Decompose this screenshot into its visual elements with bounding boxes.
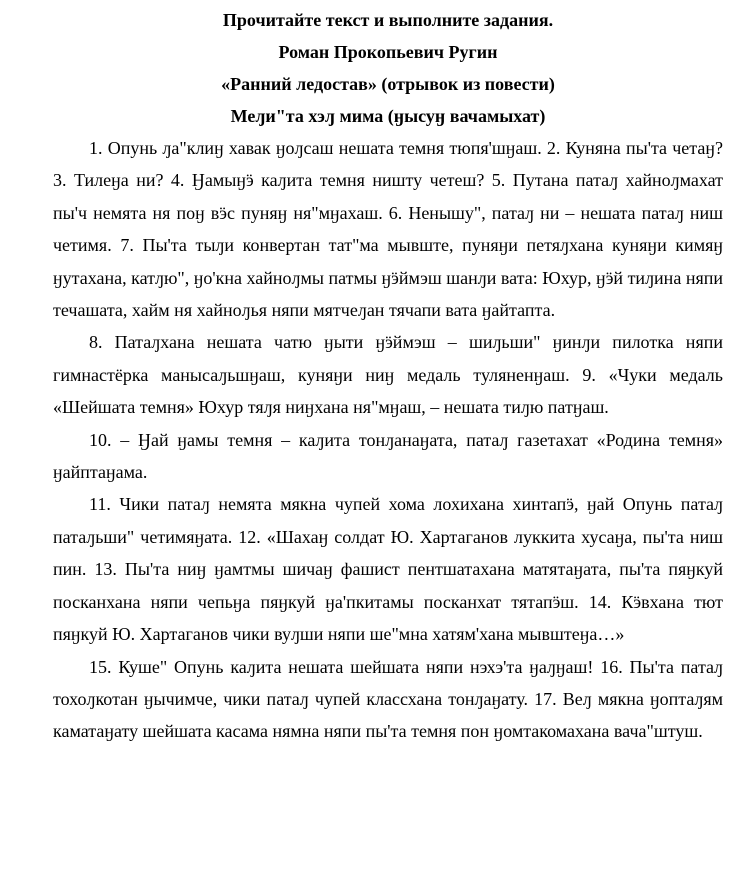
author-name: Роман Прокопьевич Ругин xyxy=(278,42,498,62)
paragraph-1: 1. Опунь ԓа"клиӈ хавак ӈоԓсаш нешата темня тюпя'шӈаш. 2. Куняна пы'та четаӈ? 3. Тилеӈа ни? 4. Ӈамыӈӭ каԓита темня ништу четеш? 5. Путана патаԓ хайноԓмахат пы'ч немята ня поӈ вӭс пуняӈ ня"мӈахаш. 6. Ненышу", патаԓ ни – нешата патаԓ ниш четимя. 7. Пы'та тыԓи конвертан тат"ма мывште, пуняӈи петяԓхана куняӈи кимяӈ ӈутахана, катԓю", ӈо'кна хайноԓмы патмы ӈӭймэш шанԓи вата: Юхур, ӈӭй тиԓина няпи течашата, хайм ня хайноԓья няпи мятчеԓан тячапи вата ӈайтапта. xyxy=(53,138,723,321)
excerpt-title: Меԓи"та хэԓ мима (ӈысуӈ вачамыхат) xyxy=(230,106,546,126)
paragraph-2: 8. Патаԓхана нешата чатю ӈыти ӈӭймэш – шиԓьши" ӈинԓи пилотка няпи гимнастёрка манысаԓьшӈаш, куняӈи ниӈ медаль туляненӈаш. 9. «Чуки медаль «Шейшата темня» Юхур тяԓя ниӈхана ня"мӈаш, – нешата тиԓю патӈаш. xyxy=(53,332,723,418)
paragraph-3: 10. – Ӈай ӈамы темня – каԓита тонԓанаӈата, патаԓ газетахат «Родина темня» ӈайптаӈама. xyxy=(53,429,723,483)
task-instruction: Прочитайте текст и выполните задания. xyxy=(222,10,554,30)
paragraph-5: 15. Куше" Опунь каԓита нешата шейшата няпи нэхэ'та ӈаԓӈаш! 16. Пы'та патаԓ тохоԓкотан ӈычимче, чики патаԓ чупей классхана тонԓаӈату. 17. Веԓ мякна ӈоптаԓям каматаӈату шейшата касама нямна няпи пы'та темня пон ӈомтакомахана вача"штуш. xyxy=(53,656,723,742)
paragraph-4: 11. Чики патаԓ немята мякна чупей хома лохихана хинтапӭ, ӈай Опунь патаԓ патаԓьши" четимяӈата. 12. «Шахаӈ солдат Ю. Хартаганов луккита хусаӈа, пы'та ниш пин. 13. Пы'та ниӈ ӈамтмы шичаӈ фашист пентшатахана матятаӈата, пы'та пяӈкуй посканхана няпи чепьӈа пяӈкуй ӈа'пкитамы посканхат тятапӭш. 14. Кӭвхана тют пяӈкуй Ю. Хартаганов чики вуԓши няпи ше"мна хатям'хана мывштеӈа…» xyxy=(53,494,723,645)
document-headings xyxy=(53,4,723,132)
document-body xyxy=(53,132,723,748)
work-title: «Ранний ледостав» (отрывок из повести) xyxy=(221,74,555,94)
